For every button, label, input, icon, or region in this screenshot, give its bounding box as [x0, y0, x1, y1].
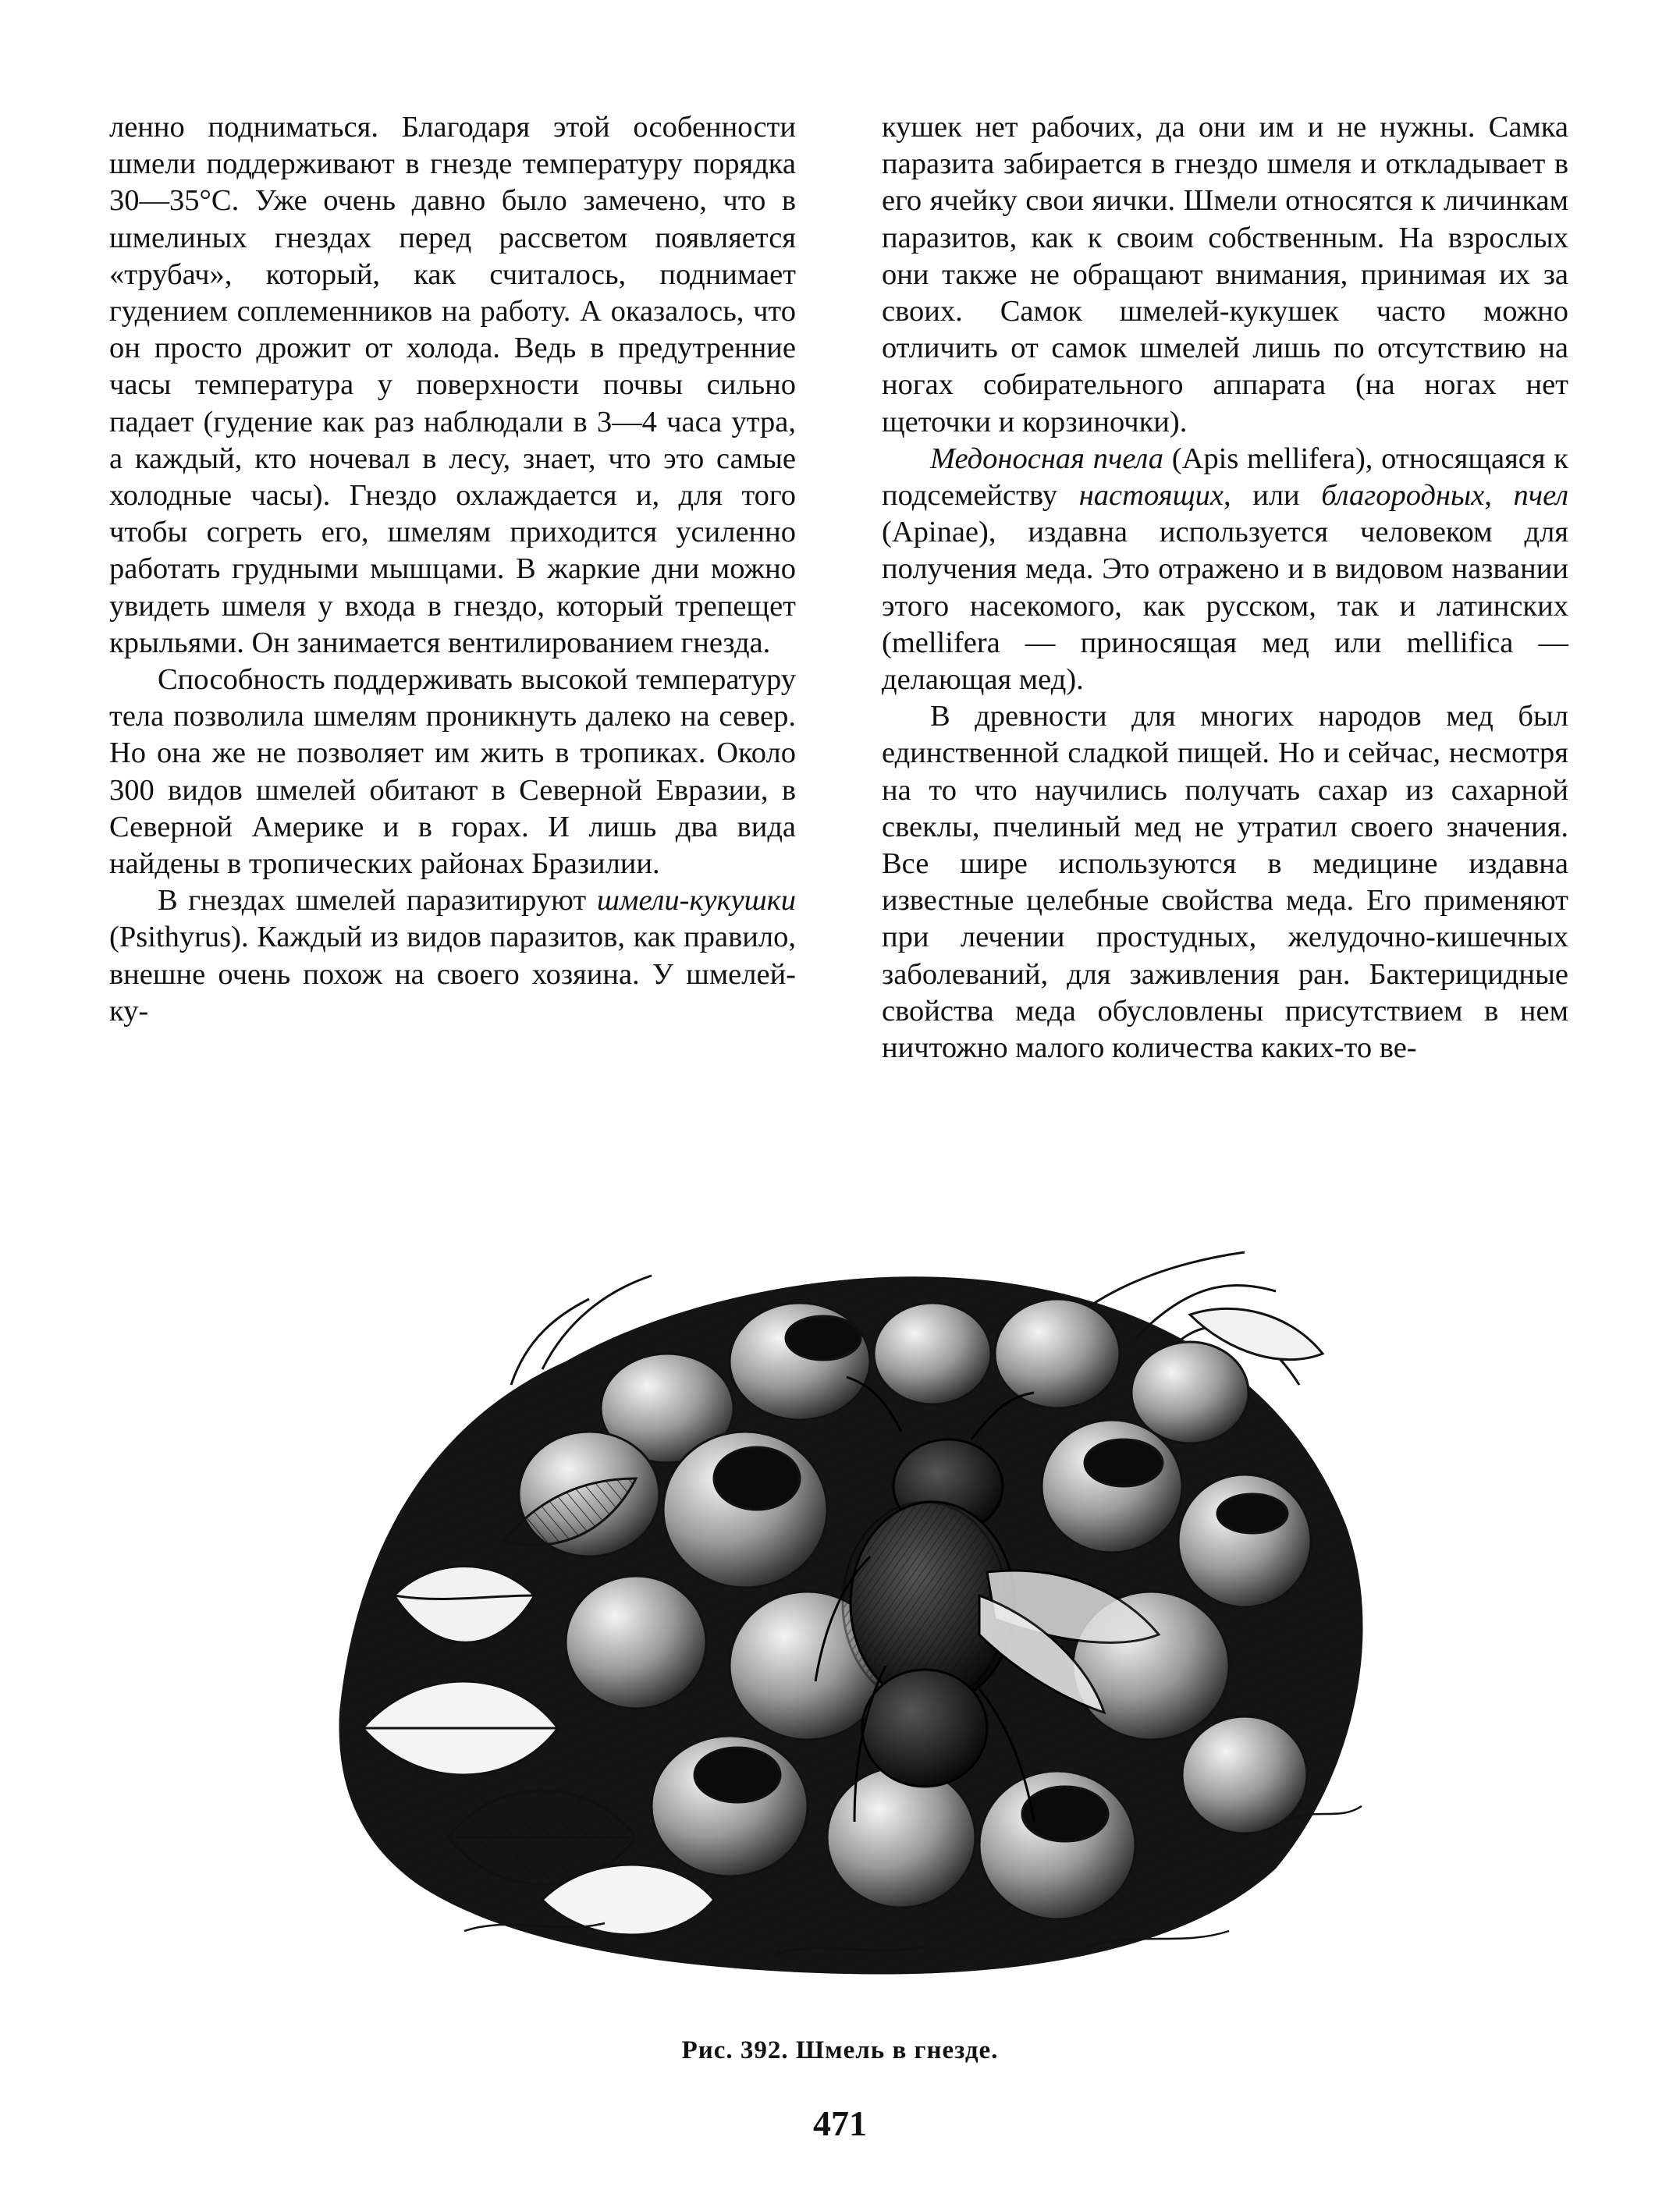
term-bees: пчел: [1513, 479, 1569, 513]
right-text-column: [882, 109, 1568, 1067]
page-number: 471: [813, 2103, 867, 2143]
term-true-bees: настоящих: [1078, 479, 1224, 513]
left-p3-start: В гнездах шмелей паразитируют: [158, 884, 597, 918]
term-bumblebee-cuckoo: шмели-кукушки: [596, 884, 796, 918]
left-paragraph-3: [109, 882, 796, 1030]
right-paragraph-2: [882, 441, 1568, 698]
left-text-column: [109, 109, 796, 1030]
figure-caption: Рис. 392. Шмель в гнезде.: [681, 2036, 999, 2064]
bumblebee-nest-illustration: [308, 1229, 1393, 1997]
right-p2-text-2: , или: [1223, 479, 1322, 513]
left-paragraph-2: Способность поддерживать высокой температуру тела позволила шмелям проникнуть далеко на север. Но она же не позволяет им жить в тропиках. Около 300 видов шмелей обитают в Северной Евразии, в Северной Америке и в горах. И лишь два вида найдены в тропических районах Бразилии.: [109, 663, 796, 881]
right-paragraph-3: В древности для многих народов мед был единственной сладкой пищей. Но и сейчас, несмотря на то что научились получать сахар из сахарной свеклы, пчелиный мед не утратил своего значения. Все шире используются в медицине издавна известные целебные свойства меда. Его применяют при лечении простудных, желудочно-кишечных заболеваний, для заживления ран. Бактерицидные свойства меда обусловлены присутствием в нем ничтожно малого количества каких-то ве-: [882, 700, 1568, 1065]
term-noble: благородных: [1321, 479, 1485, 513]
right-p2-text-4: (Apinae), издавна используется человеком для получения меда. Это отражено и в видовом названии этого насекомого, как русском, так и латинских (mellifera — приносящая мед или mellifica — делающая мед).: [882, 516, 1568, 697]
right-p2-text-3: ,: [1484, 479, 1514, 513]
right-paragraph-1: кушек нет рабочих, да они им и не нужны. Самка паразита забирается в гнездо шмеля и откладывает в его ячейку свои яички. Шмели относятся к личинкам паразитов, как к своим собственным. На взрослых они также не обращают внимания, принимая их за своих. Самок шмелей-кукушек часто можно отличить от самок шмелей лишь по отсутствию на ногах собирательного аппарата (на ногах нет щеточки и корзиночки).: [882, 111, 1568, 438]
right-p2-text-1: (Apis mellifera), относящаяся к подсемейству: [882, 442, 1568, 513]
left-paragraph-1: ленно подниматься. Благодаря этой особенности шмели поддерживают в гнезде температуру порядка 30—35°С. Уже очень давно было замечено, что в шмелиных гнездах перед рассветом появляется «трубач», который, как считалось, поднимает гудением соплеменников на работу. А оказалось, что он просто дрожит от холода. Ведь в предутренние часы температура у поверхности почвы сильно падает (гудение как раз наблюдали в 3—4 часа утра, а каждый, кто ночевал в лесу, знает, что это самые холодные часы). Гнездо охлаждается и, для того чтобы согреть его, шмелям приходится усиленно работать грудными мышцами. В жаркие дни можно увидеть шмеля у входа в гнездо, который трепещет крыльями. Он занимается вентилированием гнезда.: [109, 111, 796, 659]
term-honey-bee: Медоносная пчела: [930, 442, 1164, 475]
left-p3-end: (Psithyrus). Каждый из видов паразитов, как правило, внешне очень похож на своего хозяина. У шмелей-ку-: [109, 921, 796, 1028]
